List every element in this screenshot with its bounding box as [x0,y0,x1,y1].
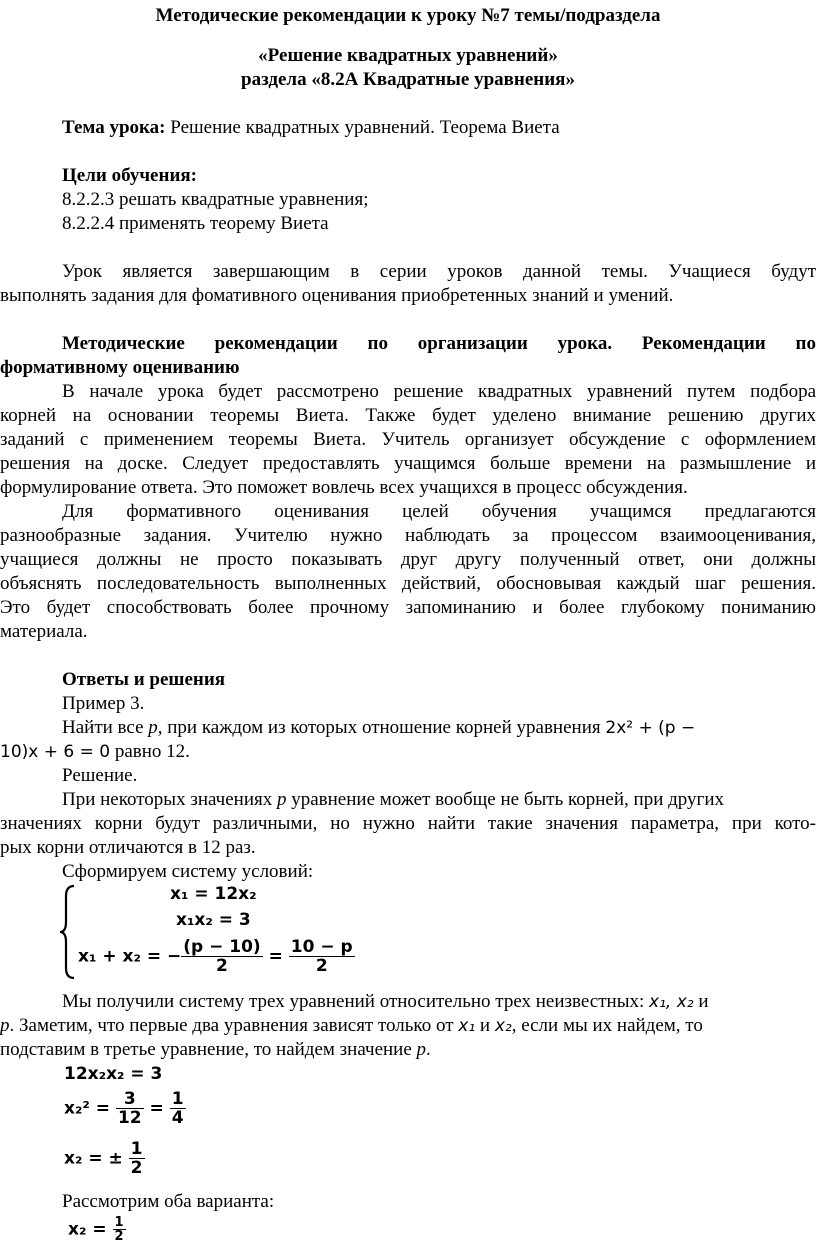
goal-item: 8.2.2.3 решать квадратные уравнения; [62,189,369,210]
method-heading-line1: Методические рекомендации по организации урока. Рекомендации по [62,333,816,354]
task-equation-part1: 2x² + (p − [605,718,696,738]
paragraph-line: В начале урока будет рассмотрено решение квадратных уравнений путем подбора [62,381,816,402]
lesson-topic-value: Решение квадратных уравнений. Теорема Виета [165,117,560,138]
paragraph-line: Это будет способствовать более прочному запоминанию и более глубокому пониманию [0,597,816,618]
paragraph-line: заданий с применением теоремы Виета. Учитель организует обсуждение с оформлением [0,429,816,450]
equation-square: x₂² = $\frac{3}{12}$ = $\frac{1}{4}$ [64,1089,184,1128]
doc-title-line1: Методические рекомендации к уроку №7 темы/подраздела [155,5,661,26]
task-line1: Найти все p, при каждом из которых отношение корней уравнения 2x² + (p − [62,717,696,738]
system-brace [58,884,78,980]
paragraph-line: корней на основании теоремы Виета. Также будет уделено внимание решению других [0,405,816,426]
equation-product: 12x₂x₂ = 3 [64,1064,163,1084]
lesson-topic-label: Тема урока: [62,117,166,138]
fraction: $\frac{10 - p}{2}$ [290,937,353,976]
doc-title-line3: раздела «8.2А Квадратные уравнения» [241,69,575,90]
solution-line: При некоторых значениях p уравнение может вообще не быть корней, при других [62,789,724,810]
answers-heading: Ответы и решения [62,669,226,690]
fraction: $\frac{1}{4}$ [171,1089,184,1128]
paragraph-line: учащиеся должны не просто показывать друг другу полученный ответ, они должны [0,549,816,570]
paragraph-line: формулирование ответа. Это поможет вовлечь всех учащихся в процесс обсуждения. [0,477,688,498]
method-heading-line2: формативному оцениванию [0,357,240,378]
task-equation-part2: 10)x + 6 = 0 [0,742,111,762]
paragraph-line: решения на доске. Следует предоставлять учащимся больше времени на размышление и [0,453,816,474]
solution-line: значениях корни будут различными, но нужно найти такие значения параметра, при кото- [0,813,816,834]
after-line3: подставим в третье уравнение, то найдем значение p. [0,1039,431,1060]
system-eq3: x₁ + x₂ = − $\frac{(p - 10)}{2}$ = $\frac{10 - p}{2}$ [78,937,353,976]
system-intro: Сформируем систему условий: [62,861,314,882]
goal-item: 8.2.2.4 применять теорему Виета [62,213,329,234]
equation-case1: x₂ = $\frac{1}{2}$ [68,1215,124,1244]
after-line2: p. Заметим, что первые два уравнения зависят только от x₁ и x₂, если мы их найдем, то [0,1015,703,1036]
equation-root: x₂ = ± $\frac{1}{2}$ [64,1139,143,1178]
paragraph-line: объяснять последовательность выполненных действий, обосновывая каждый шаг решения. [0,573,816,594]
paragraph-line: разнообразные задания. Учителю нужно наблюдать за процессом взаимооценивания, [0,525,816,546]
intro-line: Урок является завершающим в серии уроков данной темы. Учащиеся будут [62,261,816,282]
paragraph-line: Для формативного оценивания целей обучения учащимся предлагаются [62,501,816,522]
system-eq1: x₁ = 12x₂ [170,884,257,904]
doc-title-line2: «Решение квадратных уравнений» [258,45,558,66]
paragraph-line: материала. [0,621,88,642]
fraction: $\frac{1}{2}$ [114,1215,124,1244]
fraction: $\frac{3}{12}$ [117,1089,142,1128]
after-line1: Мы получили систему трех уравнений относительно трех неизвестных: x₁, x₂ и [62,991,709,1012]
lesson-topic [62,116,560,140]
goals-heading: Цели обучения: [62,165,197,186]
fraction: $\frac{1}{2}$ [130,1139,143,1178]
solution-label: Решение. [62,765,138,786]
solution-line: рых корни отличаются в 12 раз. [0,837,256,858]
intro-line: выполнять задания для фомативного оценивания приобретенных знаний и умений. [0,285,674,306]
system-eq2: x₁x₂ = 3 [176,910,251,930]
fraction: $\frac{(p - 10)}{2}$ [183,937,261,976]
task-line2: 10)x + 6 = 0 равно 12. [0,741,190,762]
example-label: Пример 3. [62,693,145,714]
consider-label: Рассмотрим оба варианта: [62,1191,275,1212]
